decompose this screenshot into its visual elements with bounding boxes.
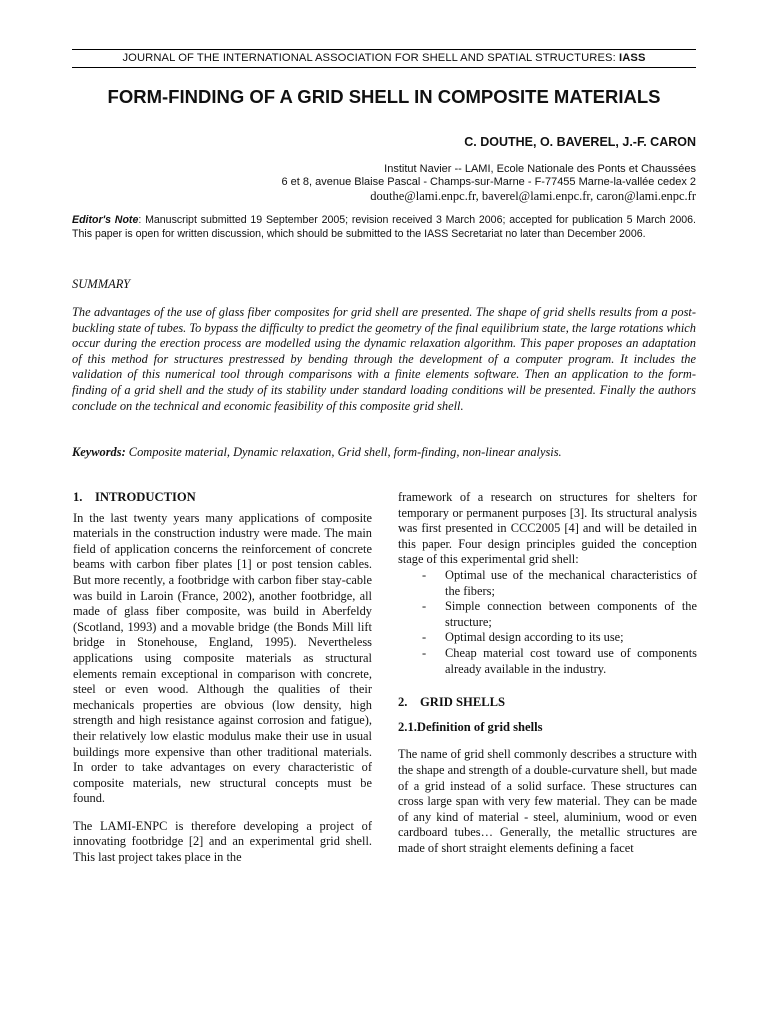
list-item: - Simple connection between components of the structure;	[422, 599, 697, 629]
list-item: - Optimal design according to its use;	[422, 630, 624, 645]
journal-header: JOURNAL OF THE INTERNATIONAL ASSOCIATION FOR SHELL AND SPATIAL STRUCTURES: IASS	[122, 52, 646, 64]
editor-note: Editor's Note: Manuscript submitted 19 September 2005; revision received 3 March 2006; accepted for publication 5 March 2006. This paper is open for written discussion, which should be submitted to the IASS Secretariat no later than December 2006.	[72, 214, 696, 240]
intro-paragraph-1: In the last twenty years many applications of composite materials in the construction industry were made. The main field of application concerns the reinforcement of concrete beams with carbon fiber plates [1] or post tension cables. But more recently, a footbridge with carbon fiber stay-cable was build in Laroin (France, 2002), another footbridge, all made of glass fiber composite, was build in Aberfeldy (Scotland, 1993) and a movable bridge (the Bonds Mill lift bridge in Stonehouse, England, 1995). Nevertheless applications using composite materials as structural elements remain exceptional in comparison with concrete, steel or even wood. Although the qualities of their mechanicals properties are obvious (low density, high strength and high resistance against corrosion and fatigue), their relatively low elastic modulus make their use in usual buildings more expensive than other traditional materials. In order to take advantages on every characteristic of composite materials, new structural concepts must be found.	[73, 510, 372, 806]
section-heading-introduction: 1. INTRODUCTION	[73, 490, 196, 504]
header-rule-bottom	[72, 67, 696, 68]
design-principles-list	[398, 568, 697, 677]
right-column	[398, 490, 697, 856]
author-emails: douthe@lami.enpc.fr, baverel@lami.enpc.fr, caron@lami.enpc.fr	[370, 189, 696, 203]
intro-paragraph-2: The LAMI-ENPC is therefore developing a project of innovating footbridge [2] and an experimental grid shell. This last project takes place in the	[73, 818, 372, 865]
bullet-dash: -	[422, 645, 427, 660]
header-rule-top	[72, 49, 696, 50]
bullet-dash: -	[422, 567, 427, 582]
list-item: - Optimal use of the mechanical characteristics of the fibers;	[422, 567, 697, 598]
subsection-heading-definition: 2.1.Definition of grid shells	[398, 719, 543, 734]
paper-title: FORM-FINDING OF A GRID SHELL IN COMPOSITE MATERIALS	[107, 86, 661, 107]
bullet-dash: -	[422, 599, 427, 614]
summary-heading: SUMMARY	[72, 277, 131, 291]
summary-text: The advantages of the use of glass fiber composites for grid shell are presented. The shape of grid shells results from a post-buckling state of tubes. To bypass the difficulty to predict the geometry of the final equilibrium state, the large rotations which occur during the erection process are modelled using the dynamic relaxation algorithm. This paper proposes an adaptation of this method for structures prestressed by bending through the development of a computer program. It includes the validation of this numerical tool through comparisons with a finite elements software. Then an application to the form-finding of a grid shell and the study of its stability under standard loading conditions will be presented. Finally the authors conclude on the technical and economic feasibility of this composite grid shell.	[72, 305, 696, 413]
grid-shell-paragraph-1: The name of grid shell commonly describes a structure with the shape and strength of a double-curvature shell, but made of a grid instead of a solid surface. These structures can cross large span with very few material. They can be made of any kind of material - steel, aluminium, wood or even cardboard tubes… Generally, the metallic structures are made of short straight elements defining a facet	[398, 747, 697, 855]
affiliation-line2: 6 et 8, avenue Blaise Pascal - Champs-sur-Marne - F-77455 Marne-la-vallée cedex 2	[281, 176, 696, 188]
intro-paragraph-3: framework of a research on structures for shelters for temporary or permanent purposes [3]. Its structural analysis was first presented in CCC2005 [4] and will be detailed in this paper. Four design principles guided the conception stage of this experimental grid shell:	[398, 490, 697, 567]
paragraph-gap	[73, 807, 372, 819]
authors: C. DOUTHE, O. BAVEREL, J.-F. CARON	[464, 135, 696, 149]
section-gap	[398, 677, 697, 695]
section-heading-grid-shells: 2. GRID SHELLS	[398, 695, 506, 710]
bullet-dash: -	[422, 630, 427, 645]
keywords: Keywords: Composite material, Dynamic relaxation, Grid shell, form-finding, non-linear analysis.	[72, 445, 562, 459]
list-item: - Cheap material cost toward use of components already available in the industry.	[422, 645, 697, 676]
affiliation-line1: Institut Navier -- LAMI, Ecole Nationale des Ponts et Chaussées	[384, 163, 696, 175]
left-column	[73, 490, 372, 866]
